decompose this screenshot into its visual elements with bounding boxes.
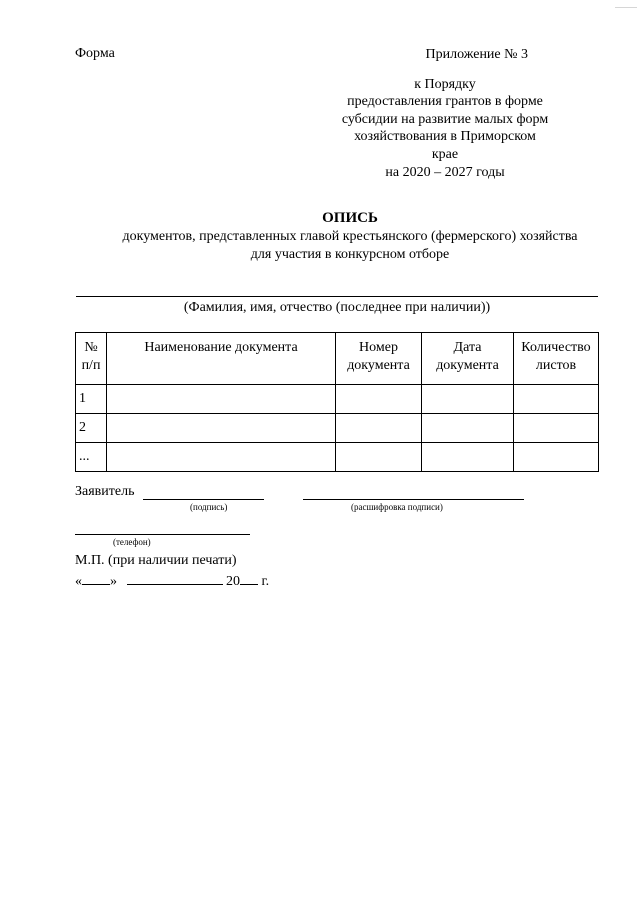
year-blank[interactable] [240,571,258,585]
row-number: ... [76,443,107,472]
month-blank[interactable] [127,571,223,585]
title-line: документов, представленных главой крестьянского (фермерского) хозяйства [122,229,578,244]
cell-document-date[interactable] [422,385,514,414]
table-row [76,443,599,472]
appendix-line: к Порядку [414,76,476,92]
table-header-row [76,333,599,385]
documents-table [75,332,599,472]
year-prefix: 20 [226,574,240,589]
decoding-caption: (расшифровка подписи) [351,502,443,512]
document-title [60,209,640,264]
date-close-quote: » [110,574,117,589]
title-heading: ОПИСЬ [322,210,378,226]
row-number: 2 [76,414,107,443]
signature-line[interactable] [143,499,264,500]
cell-sheet-count[interactable] [514,414,599,443]
signature-decoding-line[interactable] [303,499,524,500]
header-sheet-count: Количество листов [514,333,599,385]
cell-sheet-count[interactable] [514,385,599,414]
header-document-number: Номер документа [336,333,422,385]
table-row [76,414,599,443]
fio-caption: (Фамилия, имя, отчество (последнее при наличии)) [183,300,491,315]
cell-document-number[interactable] [336,443,422,472]
appendix-line: предоставления грантов в форме [347,94,543,110]
stamp-note: М.П. (при наличии печати) [75,553,237,568]
date-line [75,571,269,590]
appendix-line: на 2020 – 2027 годы [385,164,505,180]
cell-sheet-count[interactable] [514,443,599,472]
cell-document-number[interactable] [336,414,422,443]
fio-field-line[interactable] [76,296,598,297]
day-blank[interactable] [82,571,110,585]
table-row [76,385,599,414]
appendix-line: субсидии на развитие малых форм [341,111,549,127]
title-line: для участия в конкурсном отборе [250,247,450,262]
cell-document-date[interactable] [422,414,514,443]
signature-caption: (подпись) [190,502,228,512]
appendix-number: Приложение № 3 [425,47,528,62]
applicant-label: Заявитель [75,484,135,499]
header-number: № п/п [76,333,107,385]
phone-line[interactable] [75,534,250,535]
year-suffix: г. [261,574,270,589]
cell-document-name[interactable] [107,385,336,414]
header-document-date: Дата документа [422,333,514,385]
appendix-block [340,46,550,181]
corner-mark [615,7,637,8]
appendix-line: хозяйствования в Приморском крае [354,129,536,162]
date-open-quote: « [75,574,82,589]
cell-document-name[interactable] [107,443,336,472]
form-label: Форма [75,46,115,61]
phone-caption: (телефон) [113,537,151,547]
row-number: 1 [76,385,107,414]
header-document-name: Наименование документа [107,333,336,385]
cell-document-date[interactable] [422,443,514,472]
cell-document-name[interactable] [107,414,336,443]
cell-document-number[interactable] [336,385,422,414]
